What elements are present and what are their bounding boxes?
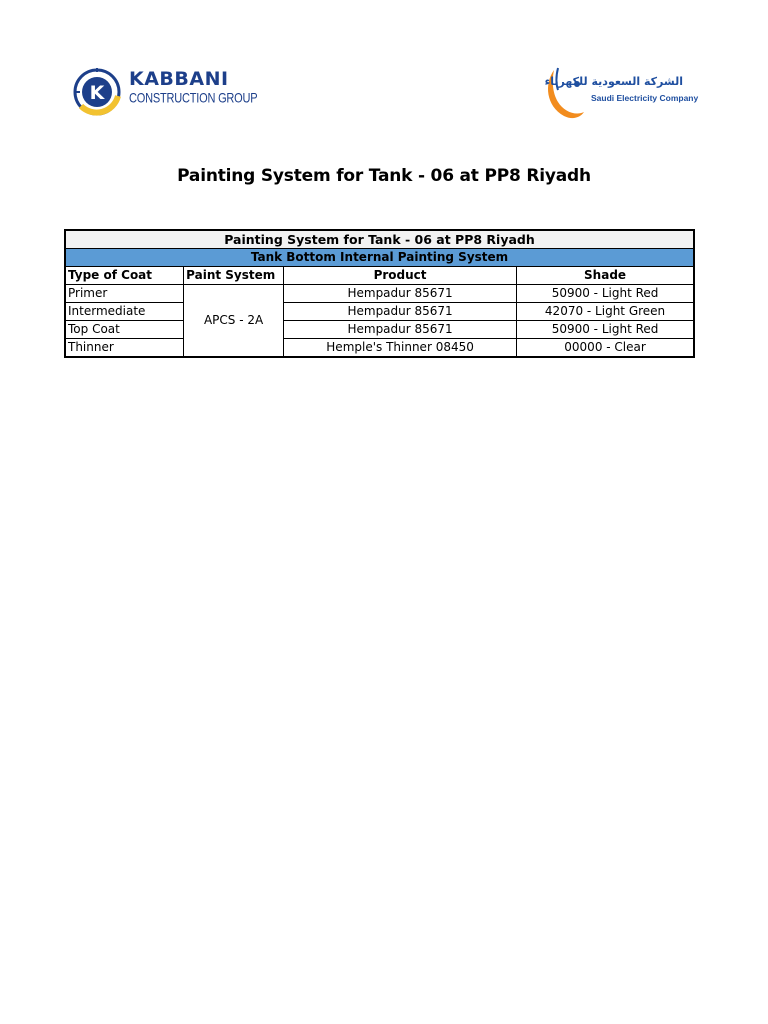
paint-system-cell: APCS - 2A — [184, 285, 284, 358]
header-type-of-coat: Type of Coat — [65, 267, 184, 285]
product-cell: Hempadur 85671 — [284, 285, 517, 303]
table-row — [65, 339, 694, 358]
kabbani-name: KABBANI — [129, 68, 229, 90]
painting-system-table — [64, 229, 695, 358]
table-row — [65, 285, 694, 303]
shade-cell: 42070 - Light Green — [517, 303, 694, 321]
coat-cell: Top Coat — [65, 321, 184, 339]
kabbani-subtitle: CONSTRUCTION GROUP — [129, 91, 258, 106]
section-title: Tank Bottom Internal Painting System — [65, 249, 694, 267]
table-row — [65, 303, 694, 321]
sec-arabic-name: الشركة السعودية للكهرباء — [544, 75, 683, 88]
shade-cell: 50900 - Light Red — [517, 285, 694, 303]
shade-cell: 50900 - Light Red — [517, 321, 694, 339]
sec-logo — [544, 66, 699, 122]
table-header-row — [65, 267, 694, 285]
product-cell: Hempadur 85671 — [284, 321, 517, 339]
coat-cell: Intermediate — [65, 303, 184, 321]
product-cell: Hempadur 85671 — [284, 303, 517, 321]
table-row — [65, 321, 694, 339]
coat-cell: Primer — [65, 285, 184, 303]
header-paint-system: Paint System — [184, 267, 284, 285]
sec-english-name: Saudi Electricity Company — [591, 93, 699, 103]
table-title: Painting System for Tank - 06 at PP8 Riyadh — [65, 230, 694, 249]
product-cell: Hemple's Thinner 08450 — [284, 339, 517, 358]
page-title: Painting System for Tank - 06 at PP8 Riyadh — [177, 166, 591, 186]
header-product: Product — [284, 267, 517, 285]
kabbani-logo — [72, 66, 258, 118]
kabbani-k-logo-icon — [72, 66, 128, 118]
svg-text:K: K — [89, 82, 105, 104]
table-title-row — [65, 230, 694, 249]
table-section-row — [65, 249, 694, 267]
coat-cell: Thinner — [65, 339, 184, 358]
header-shade: Shade — [517, 267, 694, 285]
shade-cell: 00000 - Clear — [517, 339, 694, 358]
